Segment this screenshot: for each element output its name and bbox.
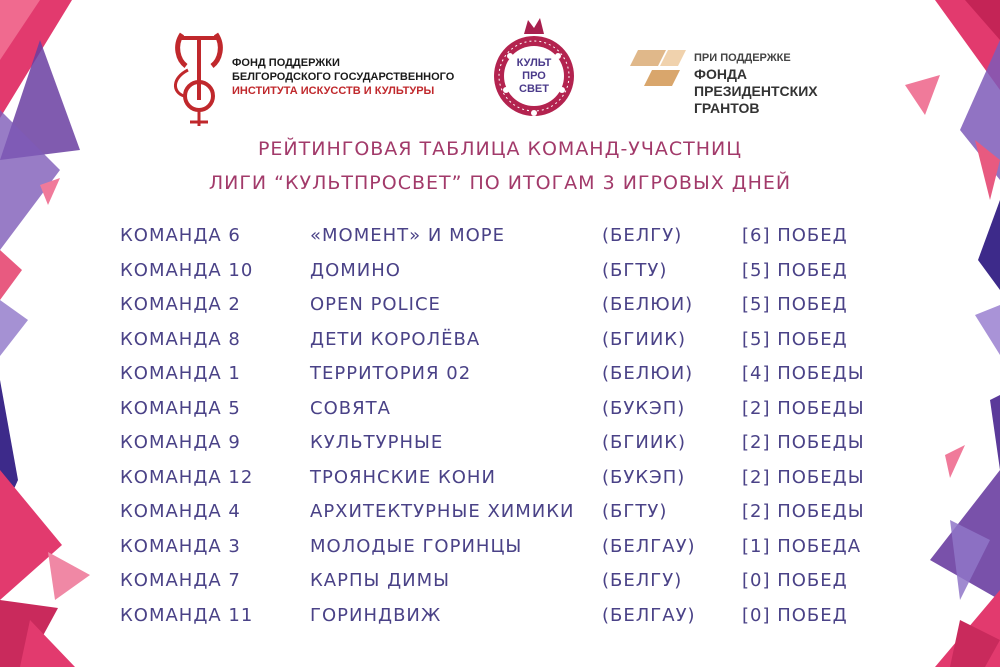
triangle-shape bbox=[990, 395, 1000, 470]
team-number: КОМАНДА 5 bbox=[120, 397, 241, 419]
team-wins: [2] ПОБЕДЫ bbox=[742, 501, 865, 522]
team-institution: (БГИИК) bbox=[602, 328, 687, 350]
league-logo-line-3: СВЕТ bbox=[519, 83, 549, 95]
team-wins: [1] ПОБЕДА bbox=[742, 535, 862, 557]
triangle-shape bbox=[978, 200, 1000, 290]
team-number: КОМАНДА 3 bbox=[120, 535, 241, 557]
team-name: АРХИТЕКТУРНЫЕ ХИМИКИ bbox=[310, 501, 575, 522]
triangle-shape bbox=[48, 552, 90, 600]
triangle-shape bbox=[975, 305, 1000, 355]
table-row bbox=[120, 361, 900, 396]
presidential-grants-logo bbox=[630, 44, 850, 124]
grants-line-3: ПРЕЗИДЕНТСКИХ bbox=[694, 83, 818, 99]
team-institution: (БУКЭП) bbox=[602, 397, 686, 419]
team-name: OPEN POLICE bbox=[310, 294, 441, 315]
team-name: ТЕРРИТОРИЯ 02 bbox=[310, 363, 472, 384]
team-name: ДЕТИ КОРОЛЁВА bbox=[310, 328, 481, 350]
team-number: КОМАНДА 10 bbox=[120, 259, 254, 281]
triangle-shape bbox=[945, 445, 965, 478]
table-row bbox=[120, 430, 900, 465]
team-number: КОМАНДА 1 bbox=[120, 363, 241, 384]
kultprosvet-logo bbox=[490, 16, 578, 124]
team-wins: [5] ПОБЕД bbox=[742, 259, 848, 281]
institute-fund-logo bbox=[170, 30, 460, 130]
team-name: МОЛОДЫЕ ГОРИНЦЫ bbox=[310, 535, 523, 557]
league-logo-line-2: ПРО bbox=[522, 70, 546, 82]
team-institution: (БГТУ) bbox=[602, 501, 668, 522]
pomegranate-icon bbox=[490, 16, 578, 124]
triangle-shape bbox=[905, 75, 940, 115]
table-row bbox=[120, 258, 900, 293]
team-number: КОМАНДА 2 bbox=[120, 294, 241, 315]
table-row bbox=[120, 603, 900, 638]
triangle-shape bbox=[0, 300, 28, 356]
team-name: «МОМЕНТ» И МОРЕ bbox=[310, 225, 505, 246]
team-wins: [5] ПОБЕД bbox=[742, 328, 848, 350]
table-row bbox=[120, 465, 900, 500]
team-institution: (БГИИК) bbox=[602, 432, 687, 453]
grants-line-4: ГРАНТОВ bbox=[694, 100, 760, 116]
table-row bbox=[120, 568, 900, 603]
table-row bbox=[120, 327, 900, 362]
rating-table bbox=[120, 223, 900, 637]
table-row bbox=[120, 223, 900, 258]
grants-mark-icon bbox=[630, 44, 688, 92]
fund-line-3: ИНСТИТУТА ИСКУССТВ И КУЛЬТУРЫ bbox=[232, 85, 435, 97]
team-number: КОМАНДА 11 bbox=[120, 604, 254, 626]
team-number: КОМАНДА 12 bbox=[120, 466, 254, 488]
team-institution: (БЕЛГАУ) bbox=[602, 535, 696, 557]
team-name: ТРОЯНСКИЕ КОНИ bbox=[310, 466, 496, 488]
team-institution: (БУКЭП) bbox=[602, 466, 686, 488]
grants-logo-text bbox=[694, 50, 818, 117]
team-institution: (БЕЛГУ) bbox=[602, 570, 683, 591]
lyre-icon bbox=[170, 30, 228, 128]
page-title-line-1: РЕЙТИНГОВАЯ ТАБЛИЦА КОМАНД-УЧАСТНИЦ bbox=[257, 138, 743, 160]
table-row bbox=[120, 534, 900, 569]
team-name: ДОМИНО bbox=[310, 259, 401, 281]
team-wins: [2] ПОБЕДЫ bbox=[742, 466, 865, 488]
team-name: СОВЯТА bbox=[310, 397, 391, 419]
team-wins: [6] ПОБЕД bbox=[742, 225, 848, 246]
team-institution: (БЕЛЮИ) bbox=[602, 294, 694, 315]
team-wins: [2] ПОБЕДЫ bbox=[742, 432, 865, 453]
table-row bbox=[120, 396, 900, 431]
team-number: КОМАНДА 7 bbox=[120, 570, 241, 591]
team-number: КОМАНДА 9 bbox=[120, 432, 241, 453]
fund-logo-text bbox=[232, 56, 454, 98]
grants-line-1: ПРИ ПОДДЕРЖКЕ bbox=[694, 52, 791, 64]
team-name: КАРПЫ ДИМЫ bbox=[310, 570, 451, 591]
fund-line-1: ФОНД ПОДДЕРЖКИ bbox=[232, 57, 340, 69]
team-number: КОМАНДА 6 bbox=[120, 225, 241, 246]
team-number: КОМАНДА 8 bbox=[120, 328, 241, 350]
team-wins: [0] ПОБЕД bbox=[742, 604, 848, 626]
team-name: КУЛЬТУРНЫЕ bbox=[310, 432, 444, 453]
table-row bbox=[120, 499, 900, 534]
table-row bbox=[120, 292, 900, 327]
triangle-shape bbox=[0, 250, 22, 300]
league-logo-line-1: КУЛЬТ bbox=[516, 57, 552, 69]
team-number: КОМАНДА 4 bbox=[120, 501, 241, 522]
page-title-line-2: ЛИГИ “КУЛЬТПРОСВЕТ” ПО ИТОГАМ 3 ИГРОВЫХ ДНЕЙ bbox=[208, 172, 792, 194]
team-wins: [4] ПОБЕДЫ bbox=[742, 363, 865, 384]
team-wins: [5] ПОБЕД bbox=[742, 294, 848, 315]
team-name: ГОРИНДВИЖ bbox=[310, 604, 442, 626]
team-institution: (БЕЛГАУ) bbox=[602, 604, 696, 626]
fund-line-2: БЕЛГОРОДСКОГО ГОСУДАРСТВЕННОГО bbox=[232, 71, 455, 83]
team-institution: (БЕЛГУ) bbox=[602, 225, 683, 246]
team-wins: [2] ПОБЕДЫ bbox=[742, 397, 865, 419]
grants-line-2: ФОНДА bbox=[694, 66, 748, 82]
team-institution: (БГТУ) bbox=[602, 259, 668, 281]
team-institution: (БЕЛЮИ) bbox=[602, 363, 694, 384]
team-wins: [0] ПОБЕД bbox=[742, 570, 848, 591]
